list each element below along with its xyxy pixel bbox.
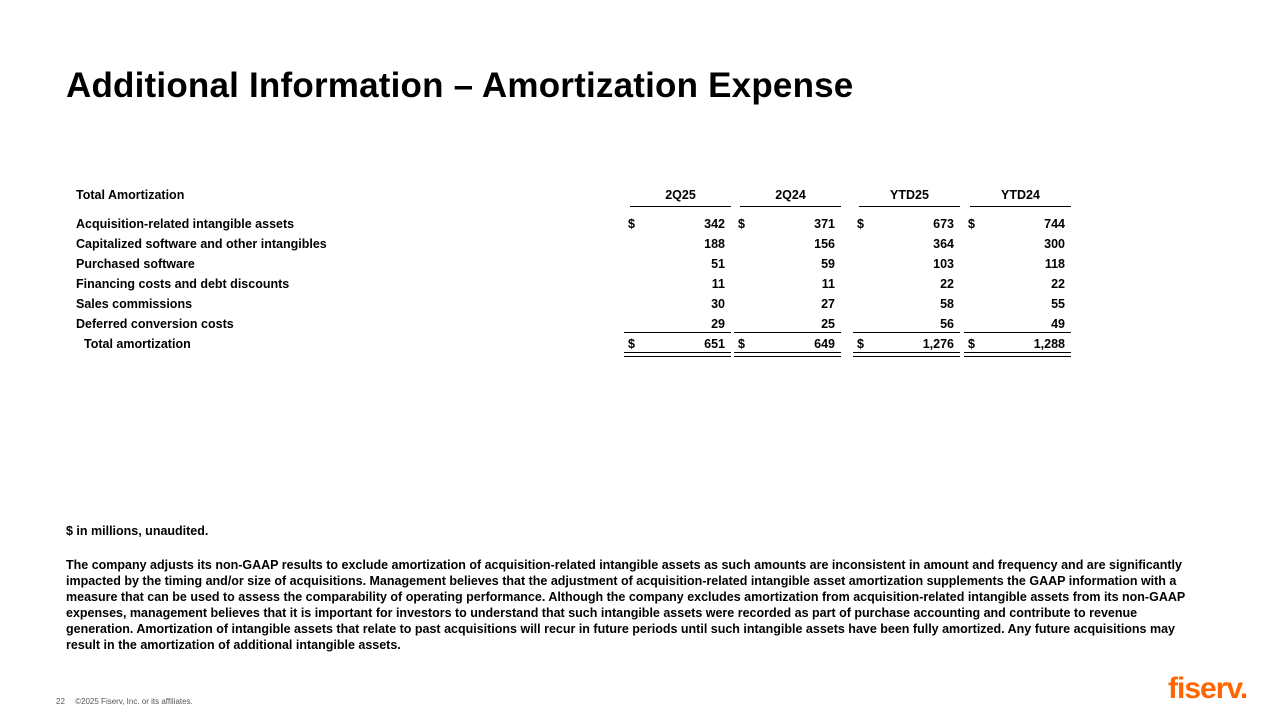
row-value: 56	[940, 317, 954, 331]
total-double-rule	[853, 352, 960, 357]
subtotal-rule	[734, 332, 841, 333]
row-value: 342	[704, 217, 725, 231]
total-double-rule	[964, 352, 1071, 357]
column-header-underline	[859, 206, 960, 207]
currency-symbol: $	[968, 217, 975, 231]
units-note: $ in millions, unaudited.	[66, 524, 209, 538]
total-row-label: Total amortization	[84, 337, 191, 351]
subtotal-rule	[624, 332, 731, 333]
row-value: 51	[711, 257, 725, 271]
row-value: 103	[933, 257, 954, 271]
row-label: Capitalized software and other intangibles	[76, 237, 327, 251]
subtotal-rule	[964, 332, 1071, 333]
explanatory-paragraph: The company adjusts its non-GAAP results to exclude amortization of acquisition-related intangible assets as such amounts are inconsistent in amount and frequency and are significantly impacted by the timing and/or size of acquisitions. Management believes that the adjustment of acquisition-related intangible asset amortization supplements the GAAP information with a measure that can be used to assess the comparability of operating performance. Although the company excludes amortization from acquisition-related intangible assets from its non-GAAP expenses, management believes that it is important for investors to understand that such intangible assets were recorded as part of purchase accounting and contribute to revenue generation. Amortization of intangible assets that relate to past acquisitions will recur in future periods until such intangible assets have been fully amortized. Any future acquisitions may result in the amortization of additional intangible assets.	[66, 558, 1185, 652]
currency-symbol: $	[738, 217, 745, 231]
footer	[56, 697, 193, 706]
row-value: 55	[1051, 297, 1065, 311]
column-header-underline	[970, 206, 1071, 207]
total-value: 649	[814, 337, 835, 351]
page-title: Additional Information – Amortization Expense	[66, 66, 854, 105]
row-label: Acquisition-related intangible assets	[76, 217, 295, 231]
row-value: 30	[711, 297, 725, 311]
row-value: 11	[821, 277, 835, 291]
row-value: 22	[940, 277, 954, 291]
currency-symbol: $	[857, 337, 864, 351]
row-value: 744	[1044, 217, 1065, 231]
currency-symbol: $	[738, 337, 745, 351]
copyright-text: ©2025 Fiserv, Inc. or its affiliates.	[75, 697, 193, 706]
row-label: Deferred conversion costs	[76, 317, 234, 331]
row-value: 364	[933, 237, 954, 251]
row-value: 25	[821, 317, 835, 331]
row-label: Financing costs and debt discounts	[76, 277, 290, 291]
column-header-underline	[630, 206, 731, 207]
row-value: 371	[814, 217, 835, 231]
total-double-rule	[624, 352, 731, 357]
column-header: YTD24	[1001, 188, 1040, 202]
row-value: 58	[940, 297, 954, 311]
column-header-underline	[740, 206, 841, 207]
row-value: 59	[821, 257, 835, 271]
fiserv-logo: fiserv.	[1168, 672, 1248, 705]
currency-symbol: $	[857, 217, 864, 231]
currency-symbol: $	[628, 337, 635, 351]
column-header: 2Q24	[775, 188, 806, 202]
row-value: 29	[711, 317, 725, 331]
row-value: 11	[711, 277, 725, 291]
table-label-header: Total Amortization	[76, 188, 185, 202]
total-value: 651	[704, 337, 725, 351]
row-value: 49	[1051, 317, 1065, 331]
row-value: 300	[1044, 237, 1065, 251]
row-value: 673	[933, 217, 954, 231]
row-value: 27	[821, 297, 835, 311]
total-double-rule	[734, 352, 841, 357]
page-number: 22	[56, 697, 65, 706]
currency-symbol: $	[968, 337, 975, 351]
row-value: 156	[814, 237, 835, 251]
row-value: 118	[1044, 257, 1065, 271]
row-value: 22	[1051, 277, 1065, 291]
column-header: 2Q25	[665, 188, 696, 202]
row-label: Purchased software	[76, 257, 195, 271]
currency-symbol: $	[628, 217, 635, 231]
column-header: YTD25	[890, 188, 929, 202]
subtotal-rule	[853, 332, 960, 333]
row-value: 188	[704, 237, 725, 251]
row-label: Sales commissions	[76, 297, 193, 311]
total-value: 1,276	[922, 337, 954, 351]
total-value: 1,288	[1033, 337, 1065, 351]
